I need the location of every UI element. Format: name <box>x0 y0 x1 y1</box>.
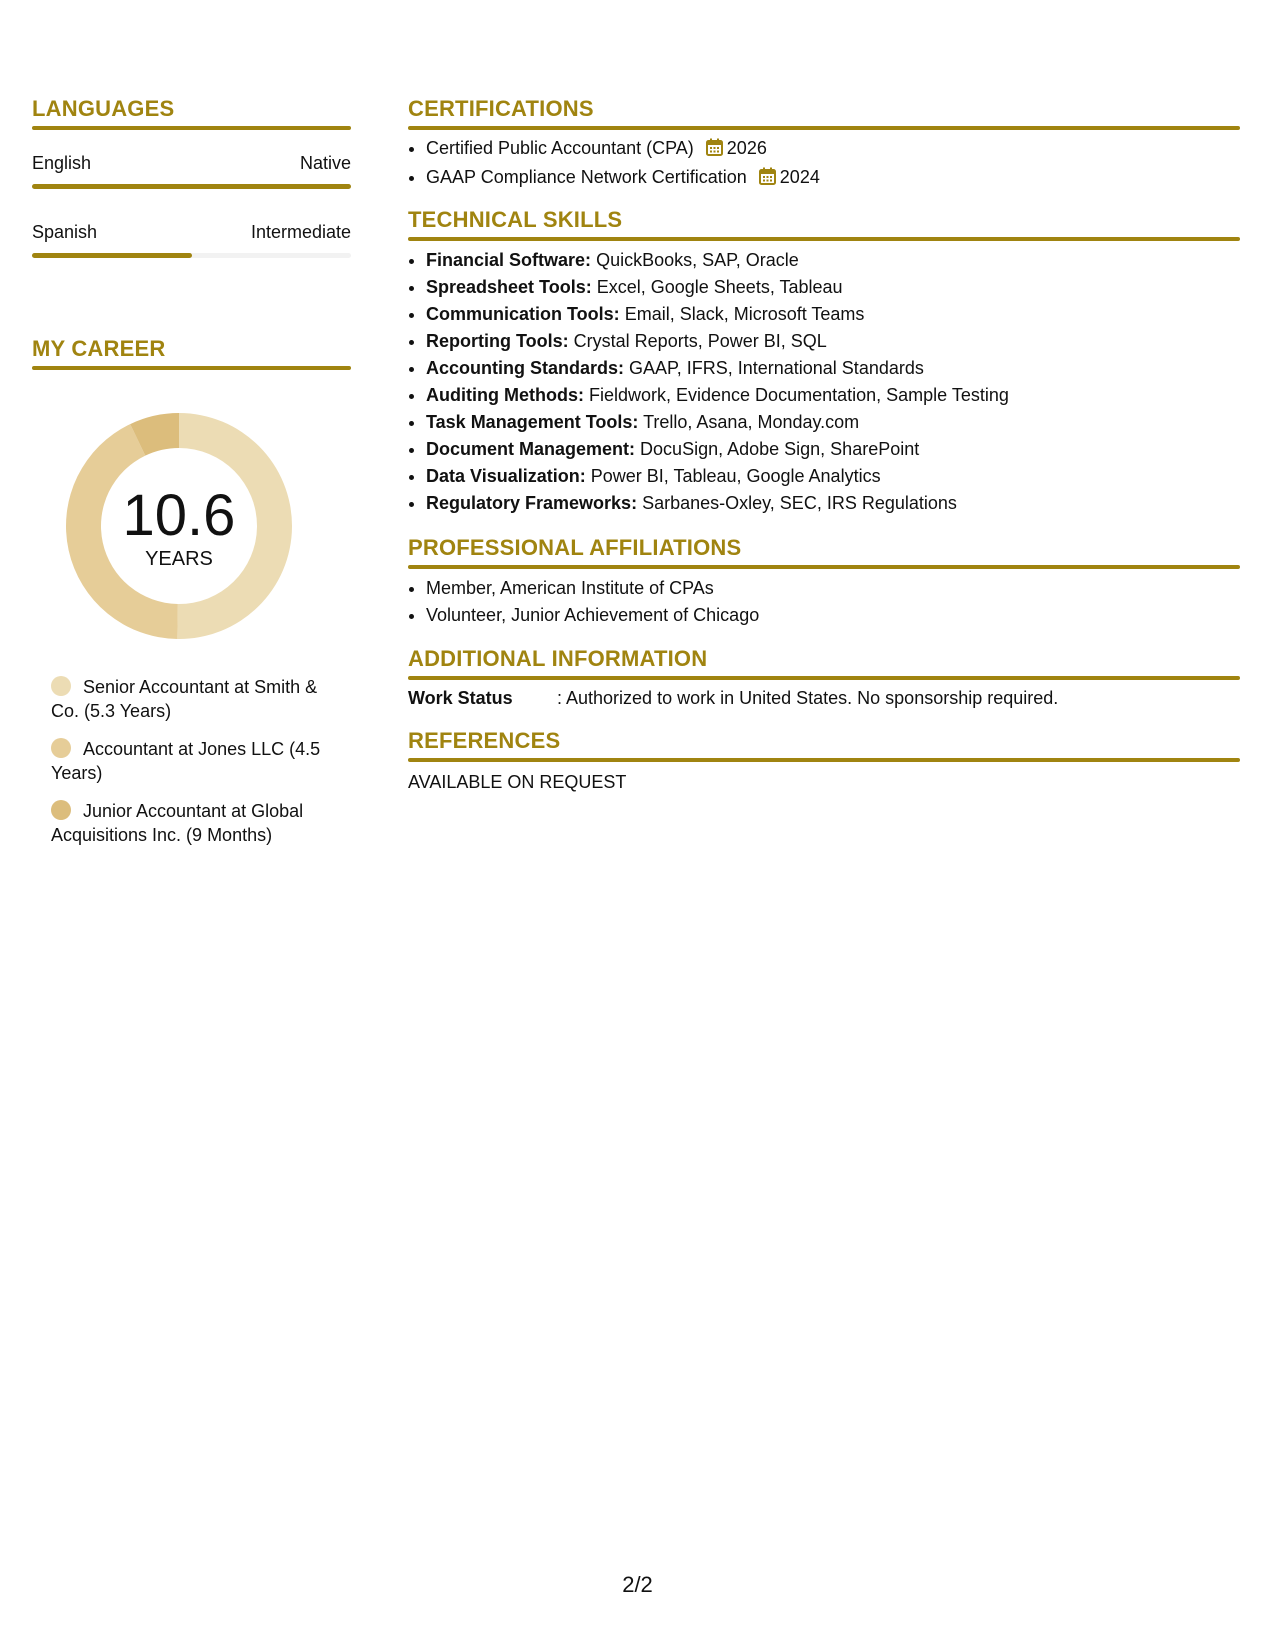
career-heading: MY CAREER <box>32 336 166 361</box>
skill-item <box>426 247 1009 274</box>
work-status-label: Work Status <box>408 688 513 708</box>
skill-category: Communication Tools: <box>426 304 620 324</box>
skill-values: DocuSign, Adobe Sign, SharePoint <box>640 439 920 459</box>
certification-year: 2024 <box>779 167 820 187</box>
additional-info-rule <box>408 676 1240 680</box>
career-legend-label: Senior Accountant at Smith & Co. (5.3 Years) <box>51 677 318 721</box>
skill-values: Trello, Asana, Monday.com <box>643 412 860 432</box>
references-rule <box>408 758 1240 762</box>
affiliation-item: • Volunteer, Junior Achievement of Chicago <box>426 602 759 629</box>
skill-category: Spreadsheet Tools: <box>426 277 592 297</box>
languages-heading: LANGUAGES <box>32 96 175 121</box>
skill-category: Task Management Tools: <box>426 412 639 432</box>
career-legend-dot <box>51 676 71 696</box>
certifications-heading: CERTIFICATIONS <box>408 96 594 121</box>
language-bar-fill-spanish <box>32 253 192 258</box>
additional-info-heading: ADDITIONAL INFORMATION <box>408 646 708 671</box>
skill-item <box>426 328 1009 355</box>
career-legend-dot <box>51 738 71 758</box>
skill-values: GAAP, IFRS, International Standards <box>629 358 924 378</box>
language-bar-spanish <box>32 253 351 258</box>
technical-skills-list <box>408 247 1009 517</box>
certification-name: GAAP Compliance Network Certification <box>426 167 747 187</box>
language-name-english: English <box>32 153 92 173</box>
certifications-rule <box>408 126 1240 130</box>
career-legend-dot <box>51 800 71 820</box>
skill-category: Data Visualization: <box>426 466 586 486</box>
certification-item <box>426 135 820 164</box>
skill-item <box>426 436 1009 463</box>
skill-values: Email, Slack, Microsoft Teams <box>624 304 865 324</box>
skill-values: QuickBooks, SAP, Oracle <box>596 250 799 270</box>
affiliations-rule <box>408 565 1240 569</box>
calendar-icon <box>706 137 723 164</box>
skill-values: Power BI, Tableau, Google Analytics <box>590 466 881 486</box>
career-legend-item <box>51 737 331 785</box>
skill-values: Excel, Google Sheets, Tableau <box>596 277 843 297</box>
career-legend-item <box>51 675 331 723</box>
certification-year: 2026 <box>726 138 767 158</box>
skill-category: Regulatory Frameworks: <box>426 493 638 513</box>
skill-values: Sarbanes-Oxley, SEC, IRS Regulations <box>642 493 957 513</box>
affiliation-item: • Member, American Institute of CPAs <box>426 575 759 602</box>
certifications-list <box>408 135 820 193</box>
skill-item <box>426 355 1009 382</box>
skill-item <box>426 301 1009 328</box>
career-legend-label: Junior Accountant at Global Acquisitions Inc. (9 Months) <box>51 801 304 845</box>
skill-category: Auditing Methods: <box>426 385 584 405</box>
skill-category: Financial Software: <box>426 250 592 270</box>
skill-item <box>426 463 1009 490</box>
career-total-unit: YEARS <box>145 548 213 570</box>
skill-category: Accounting Standards: <box>426 358 625 378</box>
career-donut-chart <box>64 411 294 641</box>
certification-item <box>426 164 820 193</box>
language-bar-english <box>32 184 351 189</box>
career-total-value: 10.6 <box>122 483 236 548</box>
skill-category: Reporting Tools: <box>426 331 569 351</box>
career-legend-label: Accountant at Jones LLC (4.5 Years) <box>51 739 321 783</box>
calendar-icon <box>759 166 776 193</box>
work-status-value: : Authorized to work in United States. No sponsorship required. <box>557 688 1059 708</box>
certification-name: Certified Public Accountant (CPA) <box>426 138 694 158</box>
language-level-english: Native <box>299 153 351 173</box>
skill-item <box>426 490 1009 517</box>
career-rule <box>32 366 351 370</box>
language-name-spanish: Spanish <box>32 222 98 242</box>
references-heading: REFERENCES <box>408 728 561 753</box>
affiliations-heading: PROFESSIONAL AFFILIATIONS <box>408 535 742 560</box>
skill-values: Fieldwork, Evidence Documentation, Sample Testing <box>588 385 1009 405</box>
technical-skills-rule <box>408 237 1240 241</box>
languages-rule <box>32 126 351 130</box>
skill-item <box>426 382 1009 409</box>
skill-item <box>426 409 1009 436</box>
technical-skills-heading: TECHNICAL SKILLS <box>408 207 623 232</box>
skill-item <box>426 274 1009 301</box>
career-legend-item <box>51 799 331 847</box>
affiliations-list <box>408 575 759 629</box>
skill-values: Crystal Reports, Power BI, SQL <box>573 331 827 351</box>
references-text: AVAILABLE ON REQUEST <box>408 772 627 792</box>
page-number: 2/2 <box>622 1572 653 1597</box>
language-level-spanish: Intermediate <box>250 222 351 242</box>
skill-category: Document Management: <box>426 439 636 459</box>
language-bar-fill-english <box>32 184 351 189</box>
